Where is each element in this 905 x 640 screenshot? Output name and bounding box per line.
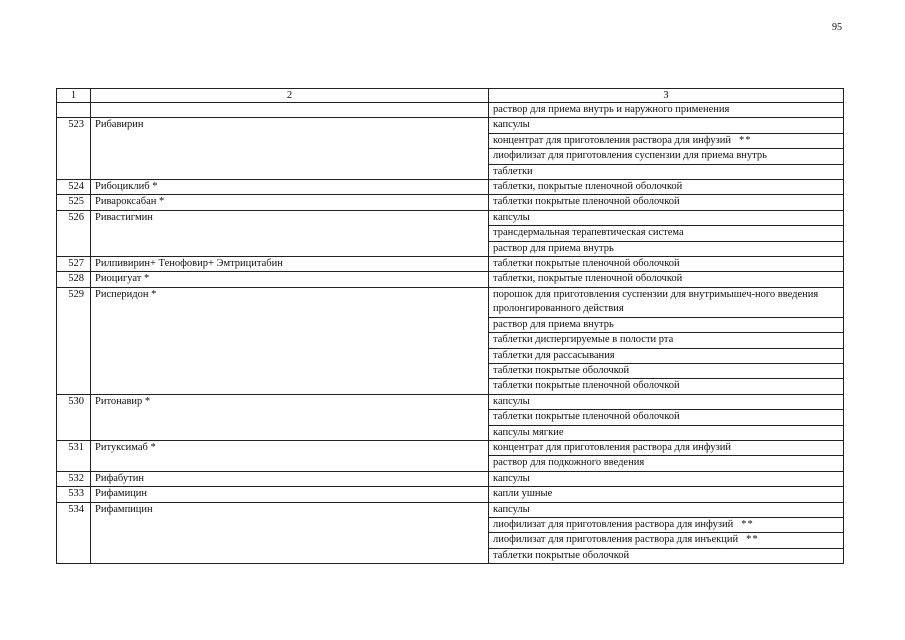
row-number-cell: 532	[57, 471, 91, 486]
dosage-form-text: раствор для подкожного введения	[493, 457, 645, 469]
dosage-form-text: капсулы	[493, 472, 530, 484]
dosage-form-text: таблетки покрытые пленочной оболочкой	[493, 411, 680, 423]
dosage-form-text: лиофилизат для приготовления суспензии для приема внутрь	[493, 150, 767, 162]
drug-forms-table	[56, 88, 844, 564]
dosage-forms-cell	[489, 195, 844, 210]
row-number-cell: 531	[57, 440, 91, 471]
page-number: 95	[832, 22, 842, 33]
row-number-cell: 533	[57, 487, 91, 502]
dosage-form-line	[493, 487, 839, 501]
dosage-form-text: капсулы	[493, 211, 530, 223]
row-number-cell	[57, 103, 91, 118]
dosage-form-line	[489, 133, 843, 148]
dosage-form-line	[489, 348, 843, 363]
drug-name-cell: Рифамицин	[91, 487, 489, 502]
header-col-number: 1	[57, 89, 91, 103]
dosage-forms-cell	[489, 394, 844, 440]
row-number-cell: 524	[57, 180, 91, 195]
row-number-cell: 530	[57, 394, 91, 440]
dosage-form-text: таблетки, покрытые пленочной оболочкой	[493, 181, 683, 193]
dosage-form-line	[489, 164, 843, 179]
dosage-form-line	[489, 225, 843, 240]
dosage-form-line	[489, 548, 843, 563]
dosage-form-text: концентрат для приготовления раствора для инфузий	[493, 134, 731, 146]
dosage-forms-cell	[489, 487, 844, 502]
dosage-form-text: раствор для приема внутрь	[493, 242, 614, 254]
footnote-marker: **	[746, 534, 759, 546]
drug-name-cell: Рифабутин	[91, 471, 489, 486]
dosage-form-line	[493, 272, 839, 286]
dosage-form-line	[493, 103, 839, 117]
dosage-form-line	[489, 425, 843, 440]
dosage-form-line	[489, 532, 843, 547]
row-number-cell: 526	[57, 210, 91, 256]
dosage-form-text: таблетки диспергируемые в полости рта	[493, 334, 674, 346]
table-row	[57, 210, 844, 256]
dosage-form-line	[489, 378, 843, 393]
row-number-cell: 527	[57, 257, 91, 272]
drug-name-cell	[91, 103, 489, 118]
drug-name-cell: Рифампицин	[91, 502, 489, 564]
dosage-form-text: капли ушные	[493, 488, 553, 500]
dosage-form-line	[493, 180, 839, 194]
dosage-form-line	[493, 503, 839, 517]
dosage-form-text: капсулы	[493, 503, 530, 515]
dosage-form-line	[493, 441, 839, 455]
dosage-form-line	[493, 195, 839, 209]
dosage-form-line	[489, 517, 843, 532]
row-number-cell: 529	[57, 287, 91, 394]
table-row	[57, 487, 844, 502]
dosage-forms-cell	[489, 118, 844, 180]
table-header-row	[57, 89, 844, 103]
table-row	[57, 257, 844, 272]
dosage-form-line	[489, 409, 843, 424]
dosage-form-text: трансдермальная терапевтическая система	[493, 227, 684, 239]
table-row	[57, 180, 844, 195]
drug-name-cell: Ритонавир *	[91, 394, 489, 440]
drug-name-cell: Ритуксимаб *	[91, 440, 489, 471]
dosage-form-line	[489, 241, 843, 256]
dosage-form-text: таблетки для рассасывания	[493, 349, 615, 361]
table-row	[57, 287, 844, 394]
drug-name-cell: Рибавирин	[91, 118, 489, 180]
dosage-form-text: раствор для приема внутрь и наружного применения	[493, 104, 730, 115]
dosage-forms-cell	[489, 502, 844, 564]
dosage-form-text: капсулы	[493, 119, 530, 131]
dosage-form-text: порошок для приготовления суспензии для внутримышеч-ного введения пролонгированного действия	[493, 288, 819, 315]
dosage-forms-cell	[489, 272, 844, 287]
dosage-form-line	[493, 395, 839, 409]
drug-name-cell: Рибоциклиб *	[91, 180, 489, 195]
dosage-form-text: капсулы мягкие	[493, 426, 564, 438]
table-row	[57, 471, 844, 486]
dosage-forms-cell	[489, 257, 844, 272]
table-row	[57, 394, 844, 440]
footnote-marker: **	[738, 134, 752, 146]
table-row	[57, 195, 844, 210]
dosage-form-text: таблетки покрытые пленочной оболочкой	[493, 380, 680, 392]
dosage-form-line	[493, 472, 839, 486]
drug-name-cell: Ривастигмин	[91, 210, 489, 256]
dosage-form-text: таблетки покрытые оболочкой	[493, 364, 630, 376]
dosage-form-text: капсулы	[493, 395, 530, 407]
drug-name-cell: Рилпивирин+ Тенофовир+ Эмтрицитабин	[91, 257, 489, 272]
dosage-forms-cell	[489, 471, 844, 486]
dosage-form-line	[493, 288, 839, 317]
dosage-forms-cell	[489, 103, 844, 118]
dosage-form-text: таблетки покрытые пленочной оболочкой	[493, 258, 680, 270]
row-number-cell: 525	[57, 195, 91, 210]
dosage-form-text: таблетки, покрытые пленочной оболочкой	[493, 273, 683, 285]
table-row	[57, 103, 844, 118]
dosage-form-line	[493, 211, 839, 225]
dosage-form-text: таблетки покрытые оболочкой	[493, 549, 630, 561]
drug-name-cell: Рисперидон *	[91, 287, 489, 394]
dosage-forms-cell	[489, 180, 844, 195]
row-number-cell: 528	[57, 272, 91, 287]
dosage-form-text: лиофилизат для приготовления раствора для инфузий	[493, 518, 734, 530]
table-row	[57, 502, 844, 564]
dosage-forms-cell	[489, 440, 844, 471]
dosage-form-line	[489, 455, 843, 470]
dosage-form-text: раствор для приема внутрь	[493, 318, 614, 330]
row-number-cell: 523	[57, 118, 91, 180]
dosage-form-text: лиофилизат для приготовления раствора для инъекций	[493, 534, 739, 546]
header-col-form: 3	[489, 89, 844, 103]
dosage-form-line	[489, 363, 843, 378]
dosage-forms-cell	[489, 287, 844, 394]
dosage-form-text: таблетки покрытые пленочной оболочкой	[493, 196, 680, 208]
dosage-form-text: концентрат для приготовления раствора для инфузий	[493, 441, 731, 453]
dosage-form-line	[493, 118, 839, 132]
drug-name-cell: Риоцигуат *	[91, 272, 489, 287]
table-row	[57, 118, 844, 180]
footnote-marker: **	[741, 518, 754, 530]
dosage-form-text: таблетки	[493, 165, 533, 177]
table-body	[57, 103, 844, 564]
dosage-form-line	[489, 148, 843, 163]
dosage-forms-cell	[489, 210, 844, 256]
table-row	[57, 272, 844, 287]
table-row	[57, 440, 844, 471]
row-number-cell: 534	[57, 502, 91, 564]
header-col-name: 2	[91, 89, 489, 103]
dosage-form-line	[493, 257, 839, 271]
dosage-form-line	[489, 332, 843, 347]
drug-name-cell: Ривароксабан *	[91, 195, 489, 210]
dosage-form-line	[489, 317, 843, 332]
